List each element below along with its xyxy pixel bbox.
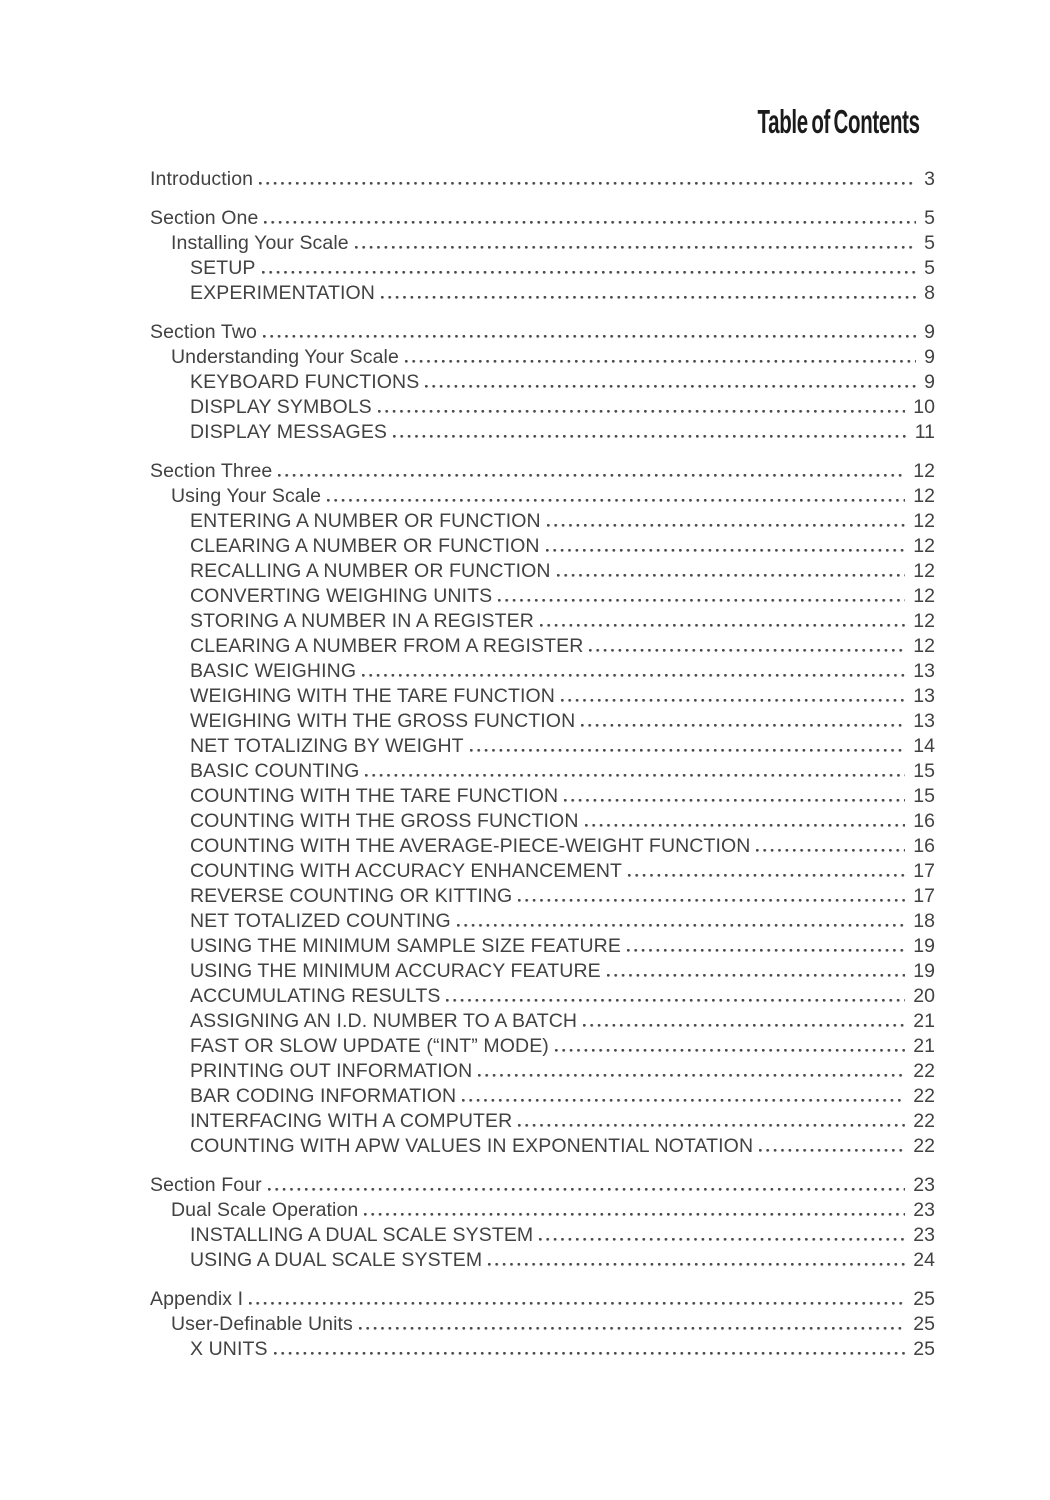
toc-entry-page: 10 bbox=[913, 396, 935, 418]
toc-entry bbox=[150, 734, 935, 759]
toc-entry bbox=[150, 984, 935, 1009]
toc-entry-label: INSTALLING A DUAL SCALE SYSTEM bbox=[190, 1224, 534, 1246]
dot-leader bbox=[585, 824, 906, 827]
page-title: Table of Contents bbox=[757, 103, 920, 140]
dot-leader bbox=[274, 1352, 906, 1355]
dot-leader bbox=[457, 924, 906, 927]
toc-entry-page: 17 bbox=[913, 860, 935, 882]
toc-entry-page: 12 bbox=[913, 485, 935, 507]
toc-entry-label: DISPLAY MESSAGES bbox=[190, 421, 388, 443]
toc-entry-label: ENTERING A NUMBER OR FUNCTION bbox=[190, 510, 541, 532]
toc-entry bbox=[150, 231, 935, 256]
toc-entry-label: Introduction bbox=[150, 168, 254, 190]
toc-entry bbox=[150, 659, 935, 684]
toc-entry bbox=[150, 909, 935, 934]
toc-entry-page: 9 bbox=[924, 321, 935, 343]
dot-leader bbox=[359, 1327, 905, 1330]
toc-entry bbox=[150, 934, 935, 959]
toc-entry-page: 14 bbox=[913, 735, 935, 757]
dot-leader bbox=[393, 435, 907, 438]
dot-leader bbox=[470, 749, 906, 752]
dot-leader bbox=[259, 182, 916, 185]
toc-entry-label: Section Three bbox=[150, 460, 273, 482]
dot-leader bbox=[756, 849, 905, 852]
toc-entry bbox=[150, 167, 935, 192]
dot-leader bbox=[589, 649, 905, 652]
toc-entry-label: BASIC COUNTING bbox=[190, 760, 360, 782]
toc-entry-label: WEIGHING WITH THE GROSS FUNCTION bbox=[190, 710, 576, 732]
toc-entry bbox=[150, 634, 935, 659]
toc-entry bbox=[150, 709, 935, 734]
dot-leader bbox=[446, 999, 905, 1002]
toc-entry-page: 8 bbox=[924, 282, 935, 304]
toc-entry-label: ACCUMULATING RESULTS bbox=[190, 985, 441, 1007]
toc-entry-label: USING A DUAL SCALE SYSTEM bbox=[190, 1249, 483, 1271]
toc-entry bbox=[150, 1059, 935, 1084]
toc-entry-label: COUNTING WITH THE AVERAGE-PIECE-WEIGHT FUNCTION bbox=[190, 835, 751, 857]
toc-entry-label: USING THE MINIMUM ACCURACY FEATURE bbox=[190, 960, 601, 982]
dot-leader bbox=[540, 624, 905, 627]
toc-entry-page: 23 bbox=[913, 1199, 935, 1221]
toc-entry-label: Understanding Your Scale bbox=[171, 346, 399, 368]
dot-leader bbox=[278, 474, 905, 477]
toc-entry-label: BASIC WEIGHING bbox=[190, 660, 357, 682]
toc-entry bbox=[150, 1009, 935, 1034]
toc-entry-label: Using Your Scale bbox=[171, 485, 322, 507]
toc-entry bbox=[150, 370, 935, 395]
toc-entry-label: USING THE MINIMUM SAMPLE SIZE FEATURE bbox=[190, 935, 621, 957]
toc-entry bbox=[150, 534, 935, 559]
toc-entry bbox=[150, 1173, 935, 1198]
toc-entry-label: Appendix I bbox=[150, 1288, 244, 1310]
toc-entry-label: RECALLING A NUMBER OR FUNCTION bbox=[190, 560, 551, 582]
toc-entry-page: 9 bbox=[924, 346, 935, 368]
dot-leader bbox=[381, 296, 916, 299]
dot-leader bbox=[546, 549, 906, 552]
dot-leader bbox=[583, 1024, 905, 1027]
toc-entry bbox=[150, 1337, 935, 1362]
dot-leader bbox=[405, 360, 916, 363]
dot-leader bbox=[355, 246, 916, 249]
dot-leader bbox=[627, 949, 905, 952]
toc-entry-page: 3 bbox=[924, 168, 935, 190]
toc-entry-label: DISPLAY SYMBOLS bbox=[190, 396, 372, 418]
dot-leader bbox=[539, 1238, 905, 1241]
toc-entry bbox=[150, 834, 935, 859]
toc-entry-label: ASSIGNING AN I.D. NUMBER TO A BATCH bbox=[190, 1010, 578, 1032]
toc-entry bbox=[150, 859, 935, 884]
toc-entry-page: 16 bbox=[913, 835, 935, 857]
toc-entry-label: COUNTING WITH THE TARE FUNCTION bbox=[190, 785, 559, 807]
toc-entry-page: 13 bbox=[913, 660, 935, 682]
dot-leader bbox=[364, 1213, 905, 1216]
toc-entry-label: INTERFACING WITH A COMPUTER bbox=[190, 1110, 513, 1132]
toc-entry-label: NET TOTALIZED COUNTING bbox=[190, 910, 451, 932]
toc-entry-label: PRINTING OUT INFORMATION bbox=[190, 1060, 473, 1082]
toc-entry bbox=[150, 1248, 935, 1273]
dot-leader bbox=[518, 1124, 905, 1127]
toc-entry-page: 12 bbox=[913, 610, 935, 632]
dot-leader bbox=[759, 1149, 905, 1152]
dot-leader bbox=[607, 974, 906, 977]
toc-entry bbox=[150, 320, 935, 345]
toc-entry-page: 17 bbox=[913, 885, 935, 907]
toc-entry bbox=[150, 1312, 935, 1337]
toc-entry-page: 22 bbox=[913, 1060, 935, 1082]
toc-entry-page: 9 bbox=[924, 371, 935, 393]
toc-entry bbox=[150, 959, 935, 984]
toc-entry-label: EXPERIMENTATION bbox=[190, 282, 375, 304]
toc-entry-label: Section Two bbox=[150, 321, 257, 343]
toc-entry-page: 21 bbox=[913, 1010, 935, 1032]
toc-entry-page: 18 bbox=[913, 910, 935, 932]
toc-entry-label: COUNTING WITH APW VALUES IN EXPONENTIAL NOTATION bbox=[190, 1135, 754, 1157]
dot-leader bbox=[628, 874, 905, 877]
toc-list bbox=[150, 167, 935, 1362]
toc-entry-page: 5 bbox=[924, 207, 935, 229]
toc-entry-page: 13 bbox=[913, 710, 935, 732]
dot-leader bbox=[561, 699, 905, 702]
toc-entry bbox=[150, 395, 935, 420]
toc-entry-label: Installing Your Scale bbox=[171, 232, 349, 254]
dot-leader bbox=[264, 221, 916, 224]
toc-entry bbox=[150, 584, 935, 609]
toc-entry-label: Section One bbox=[150, 207, 259, 229]
toc-entry-page: 19 bbox=[913, 960, 935, 982]
dot-leader bbox=[365, 774, 905, 777]
toc-entry bbox=[150, 420, 935, 445]
toc-entry bbox=[150, 1198, 935, 1223]
toc-entry bbox=[150, 1287, 935, 1312]
toc-entry bbox=[150, 1084, 935, 1109]
toc-entry bbox=[150, 1134, 935, 1159]
toc-entry-page: 22 bbox=[913, 1085, 935, 1107]
toc-entry-page: 11 bbox=[914, 421, 935, 443]
toc-entry bbox=[150, 684, 935, 709]
toc-entry-label: WEIGHING WITH THE TARE FUNCTION bbox=[190, 685, 555, 707]
toc-entry-page: 12 bbox=[913, 585, 935, 607]
toc-entry-label: FAST OR SLOW UPDATE (“INT” MODE) bbox=[190, 1035, 549, 1057]
toc-entry-page: 15 bbox=[913, 785, 935, 807]
dot-leader bbox=[518, 899, 905, 902]
dot-leader bbox=[547, 524, 906, 527]
dot-leader bbox=[581, 724, 905, 727]
dot-leader bbox=[268, 1188, 906, 1191]
dot-leader bbox=[564, 799, 905, 802]
toc-entry bbox=[150, 1109, 935, 1134]
toc-entry bbox=[150, 281, 935, 306]
dot-leader bbox=[362, 674, 905, 677]
toc-entry-label: Section Four bbox=[150, 1174, 262, 1196]
toc-entry-page: 12 bbox=[913, 460, 935, 482]
toc-entry-page: 23 bbox=[913, 1174, 935, 1196]
toc-entry-page: 5 bbox=[924, 232, 935, 254]
toc-entry-page: 16 bbox=[913, 810, 935, 832]
toc-entry bbox=[150, 484, 935, 509]
toc-entry-page: 20 bbox=[913, 985, 935, 1007]
toc-entry-page: 12 bbox=[913, 635, 935, 657]
toc-entry bbox=[150, 609, 935, 634]
toc-entry-label: BAR CODING INFORMATION bbox=[190, 1085, 457, 1107]
toc-entry-page: 12 bbox=[913, 510, 935, 532]
toc-entry-page: 13 bbox=[913, 685, 935, 707]
dot-leader bbox=[327, 499, 905, 502]
dot-leader bbox=[262, 271, 917, 274]
toc-entry bbox=[150, 884, 935, 909]
dot-leader bbox=[555, 1049, 905, 1052]
toc-entry bbox=[150, 759, 935, 784]
toc-entry-label: CONVERTING WEIGHING UNITS bbox=[190, 585, 493, 607]
toc-entry bbox=[150, 256, 935, 281]
toc-entry-label: COUNTING WITH THE GROSS FUNCTION bbox=[190, 810, 579, 832]
dot-leader bbox=[462, 1099, 905, 1102]
dot-leader bbox=[498, 599, 905, 602]
toc-entry-page: 22 bbox=[913, 1135, 935, 1157]
toc-entry-page: 23 bbox=[913, 1224, 935, 1246]
dot-leader bbox=[478, 1074, 905, 1077]
toc-entry bbox=[150, 1223, 935, 1248]
toc-entry bbox=[150, 1034, 935, 1059]
toc-entry bbox=[150, 459, 935, 484]
toc-entry-page: 5 bbox=[924, 257, 935, 279]
toc-entry bbox=[150, 559, 935, 584]
toc-entry-label: KEYBOARD FUNCTIONS bbox=[190, 371, 420, 393]
toc-entry-label: NET TOTALIZING BY WEIGHT bbox=[190, 735, 464, 757]
toc-entry-page: 25 bbox=[913, 1288, 935, 1310]
toc-entry bbox=[150, 509, 935, 534]
dot-leader bbox=[249, 1302, 905, 1305]
dot-leader bbox=[425, 385, 916, 388]
toc-entry-label: Dual Scale Operation bbox=[171, 1199, 359, 1221]
toc-entry-page: 25 bbox=[913, 1313, 935, 1335]
dot-leader bbox=[378, 410, 906, 413]
toc-entry bbox=[150, 784, 935, 809]
toc-entry-label: STORING A NUMBER IN A REGISTER bbox=[190, 610, 534, 632]
toc-entry-page: 22 bbox=[913, 1110, 935, 1132]
toc-entry bbox=[150, 345, 935, 370]
toc-entry bbox=[150, 809, 935, 834]
toc-entry-page: 12 bbox=[913, 535, 935, 557]
toc-entry-label: X UNITS bbox=[190, 1338, 268, 1360]
dot-leader bbox=[557, 574, 906, 577]
toc-entry-page: 12 bbox=[913, 560, 935, 582]
toc-entry-label: User-Definable Units bbox=[171, 1313, 353, 1335]
toc-entry-label: REVERSE COUNTING OR KITTING bbox=[190, 885, 513, 907]
toc-entry-label: CLEARING A NUMBER OR FUNCTION bbox=[190, 535, 540, 557]
toc-entry-page: 25 bbox=[913, 1338, 935, 1360]
toc-entry-page: 15 bbox=[913, 760, 935, 782]
toc-entry-label: CLEARING A NUMBER FROM A REGISTER bbox=[190, 635, 584, 657]
dot-leader bbox=[488, 1263, 905, 1266]
toc-entry-page: 24 bbox=[913, 1249, 935, 1271]
dot-leader bbox=[263, 335, 916, 338]
toc-entry-label: COUNTING WITH ACCURACY ENHANCEMENT bbox=[190, 860, 623, 882]
toc-entry-page: 19 bbox=[913, 935, 935, 957]
toc-entry bbox=[150, 206, 935, 231]
toc-entry-page: 21 bbox=[913, 1035, 935, 1057]
toc-entry-label: SETUP bbox=[190, 257, 256, 279]
